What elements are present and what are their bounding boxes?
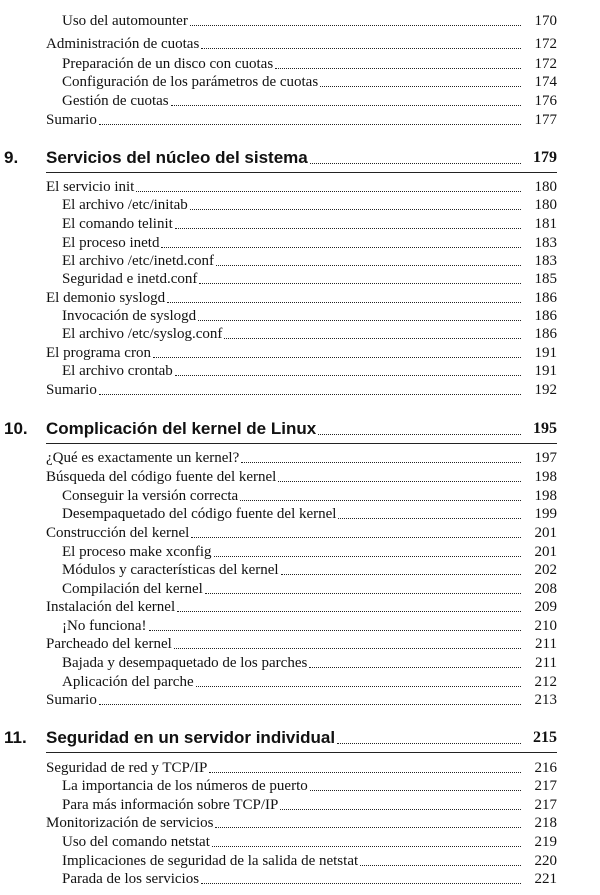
entry-title: Invocación de syslogd [62, 308, 197, 324]
page-number: 211 [535, 655, 557, 671]
entry-title: Configuración de los parámetros de cuotas [62, 74, 319, 90]
page-number: 213 [534, 692, 557, 708]
toc-entry-title-group [0, 270, 523, 288]
entry-title: El archivo /etc/syslog.conf [62, 326, 223, 342]
dot-leader [215, 827, 521, 828]
entry-title: Implicaciones de seguridad de la salida de netstat [62, 853, 359, 869]
dot-leader [214, 556, 521, 557]
entry-title: Seguridad de red y TCP/IP [46, 760, 208, 776]
toc-entry [0, 344, 600, 362]
entry-title: Uso del automounter [62, 13, 188, 29]
dot-leader [309, 667, 521, 668]
page-number: 202 [534, 562, 557, 578]
page-number: 198 [534, 469, 557, 485]
dot-leader [190, 25, 521, 26]
toc-entry-title-group [0, 654, 523, 672]
entry-title: El demonio syslogd [46, 290, 166, 306]
dot-leader [171, 105, 521, 106]
toc-entry [0, 92, 600, 110]
dot-leader [191, 537, 521, 538]
entry-title: Bajada y desempaquetado de los parches [62, 655, 308, 671]
page-number: 192 [534, 382, 557, 398]
toc-entry [0, 289, 600, 307]
toc-entry-title-group [0, 449, 523, 467]
toc-entry [0, 598, 600, 616]
entry-title: Módulos y características del kernel [62, 562, 279, 578]
page-number: 197 [534, 450, 557, 466]
dot-leader [196, 686, 521, 687]
dot-leader [209, 772, 521, 773]
chapter-title: Servicios del núcleo del sistema [46, 148, 308, 167]
toc-entry [0, 252, 600, 270]
dot-leader [337, 743, 521, 744]
toc-entry [0, 449, 600, 467]
dot-leader [99, 124, 521, 125]
toc-entry-title-group [0, 35, 523, 53]
entry-title: El comando telinit [62, 216, 173, 232]
toc-entry [0, 381, 600, 399]
dot-leader [281, 574, 521, 575]
page-number: 186 [534, 308, 557, 324]
entry-title: Para más información sobre TCP/IP [62, 797, 279, 813]
toc-entry [0, 270, 600, 288]
entry-title: El archivo /etc/inetd.conf [62, 253, 215, 269]
toc-entry [0, 487, 600, 505]
toc-entry-title-group [0, 524, 523, 542]
entry-title: Sumario [46, 382, 97, 398]
toc-entry [0, 654, 600, 672]
entry-title: Búsqueda del código fuente del kernel [46, 469, 277, 485]
page-number: 210 [534, 618, 557, 634]
toc-entry-title-group [0, 487, 523, 505]
dot-leader [167, 302, 521, 303]
entry-title: Instalación del kernel [46, 599, 176, 615]
page-number: 172 [534, 56, 557, 72]
toc-entry [0, 234, 600, 252]
toc-entry-title-group [0, 617, 523, 635]
toc-chapter-heading [0, 727, 600, 748]
chapter-rule [46, 752, 557, 753]
chapter-number: 10. [4, 419, 28, 438]
page-number: 211 [535, 636, 557, 652]
dot-leader [198, 320, 521, 321]
page-number: 208 [534, 581, 557, 597]
toc-entry [0, 12, 600, 30]
page-number: 201 [534, 525, 557, 541]
page-number: 180 [534, 179, 557, 195]
toc-entry-title-group [0, 344, 523, 362]
toc-entry [0, 178, 600, 196]
dot-leader [99, 394, 521, 395]
page-number: 215 [533, 729, 557, 746]
toc-entry-title-group [0, 814, 523, 832]
toc-entry-title-group [0, 833, 523, 851]
toc-entry-title-group [0, 92, 523, 110]
dot-leader [278, 481, 521, 482]
dot-leader [241, 462, 521, 463]
dot-leader [216, 265, 521, 266]
toc-entry-title-group [0, 561, 523, 579]
dot-leader [201, 48, 521, 49]
entry-title: El proceso make xconfig [62, 544, 212, 560]
page-number: 220 [534, 853, 557, 869]
toc-entry-title-group [0, 673, 523, 691]
toc-entry [0, 325, 600, 343]
entry-title: Administración de cuotas [46, 36, 200, 52]
toc-entry [0, 215, 600, 233]
dot-leader [199, 283, 521, 284]
dot-leader [320, 86, 521, 87]
page-number: 174 [534, 74, 557, 90]
toc-entry [0, 505, 600, 523]
entry-title: Parcheado del kernel [46, 636, 172, 652]
toc-entry-title-group [0, 852, 523, 870]
toc-entry [0, 635, 600, 653]
dot-leader [175, 228, 521, 229]
entry-title: ¡No funciona! [62, 618, 147, 634]
page-number: 191 [534, 363, 557, 379]
dot-leader [201, 883, 521, 884]
toc-entry-title-group [46, 418, 523, 439]
toc-entry-title-group [0, 543, 523, 561]
toc-entry [0, 852, 600, 870]
toc-entry-title-group [0, 307, 523, 325]
dot-leader [310, 790, 521, 791]
entry-title: Seguridad e inetd.conf [62, 271, 198, 287]
entry-title: Sumario [46, 692, 97, 708]
toc-entry-title-group [0, 796, 523, 814]
toc-entry [0, 307, 600, 325]
page-number: 177 [534, 112, 557, 128]
toc-entry [0, 814, 600, 832]
dot-leader [177, 611, 521, 612]
toc-entry-title-group [0, 598, 523, 616]
page-number: 217 [534, 778, 557, 794]
toc-entry-title-group [0, 691, 523, 709]
toc-entry-title-group [0, 111, 523, 129]
toc-entry [0, 870, 600, 888]
entry-title: La importancia de los números de puerto [62, 778, 308, 794]
dot-leader [175, 375, 521, 376]
entry-title: El archivo /etc/initab [62, 197, 188, 213]
page-number: 191 [534, 345, 557, 361]
toc-entry [0, 580, 600, 598]
page-number: 195 [533, 420, 557, 437]
dot-leader [310, 163, 521, 164]
chapter-number: 11. [4, 728, 27, 747]
page-number: 181 [534, 216, 557, 232]
dot-leader [190, 209, 521, 210]
page-number: 201 [534, 544, 557, 560]
toc-entry [0, 543, 600, 561]
dot-leader [205, 593, 521, 594]
page-number: 199 [534, 506, 557, 522]
toc-entry-title-group [0, 505, 523, 523]
entry-title: Preparación de un disco con cuotas [62, 56, 274, 72]
toc-entry [0, 777, 600, 795]
chapter-number: 9. [4, 148, 19, 167]
dot-leader [280, 809, 521, 810]
entry-title: Conseguir la versión correcta [62, 488, 239, 504]
dot-leader [161, 247, 521, 248]
page-number: 217 [534, 797, 557, 813]
toc-entry [0, 73, 600, 91]
toc-entry-title-group [0, 178, 523, 196]
chapter-rule [46, 443, 557, 444]
entry-title: El servicio init [46, 179, 135, 195]
dot-leader [136, 191, 521, 192]
page-number: 170 [534, 13, 557, 29]
dot-leader [99, 704, 521, 705]
dot-leader [149, 630, 521, 631]
toc-entry-title-group [0, 234, 523, 252]
dot-leader [153, 357, 521, 358]
toc-entry-title-group [0, 362, 523, 380]
toc-entry [0, 111, 600, 129]
toc-entry [0, 524, 600, 542]
entry-title: Monitorización de servicios [46, 815, 214, 831]
toc-entry-title-group [46, 147, 523, 168]
toc-entry-title-group [0, 635, 523, 653]
page-number: 183 [534, 253, 557, 269]
toc-entry-title-group [0, 580, 523, 598]
page-number: 179 [533, 149, 557, 166]
page-number: 172 [534, 36, 557, 52]
toc-entry-title-group [0, 468, 523, 486]
toc-entry [0, 35, 600, 53]
toc-entry-title-group [0, 73, 523, 91]
toc-entry-title-group [0, 55, 523, 73]
page-number: 185 [534, 271, 557, 287]
toc-entry-title-group [0, 196, 523, 214]
toc-entry [0, 362, 600, 380]
entry-title: Sumario [46, 112, 97, 128]
toc-entry [0, 691, 600, 709]
entry-title: Parada de los servicios [62, 871, 200, 887]
toc-entry [0, 468, 600, 486]
toc-entry [0, 55, 600, 73]
dot-leader [240, 500, 521, 501]
entry-title: El proceso inetd [62, 235, 160, 251]
toc-chapter-heading [0, 147, 600, 168]
toc-entry-title-group [0, 12, 523, 30]
entry-title: El programa cron [46, 345, 151, 361]
entry-title: Construcción del kernel [46, 525, 190, 541]
toc-entry-title-group [0, 215, 523, 233]
page-number: 212 [534, 674, 557, 690]
page-number: 176 [534, 93, 557, 109]
entry-title: El archivo crontab [62, 363, 173, 379]
toc-entry [0, 673, 600, 691]
page-number: 186 [534, 326, 557, 342]
page-number: 180 [534, 197, 557, 213]
entry-title: Aplicación del parche [62, 674, 194, 690]
page-number: 216 [534, 760, 557, 776]
entry-title: ¿Qué es exactamente un kernel? [46, 450, 240, 466]
toc-entry-title-group [0, 289, 523, 307]
dot-leader [318, 434, 521, 435]
toc-entry-title-group [0, 870, 523, 888]
dot-leader [212, 846, 521, 847]
page-number: 209 [534, 599, 557, 615]
chapter-rule [46, 172, 557, 173]
dot-leader [338, 518, 521, 519]
toc-entry [0, 833, 600, 851]
dot-leader [174, 648, 521, 649]
toc-entry [0, 561, 600, 579]
dot-leader [224, 338, 521, 339]
page-number: 219 [534, 834, 557, 850]
entry-title: Gestión de cuotas [62, 93, 169, 109]
dot-leader [360, 865, 521, 866]
toc-entry [0, 759, 600, 777]
page-number: 218 [534, 815, 557, 831]
toc-entry-title-group [0, 759, 523, 777]
toc-entry-title-group [0, 381, 523, 399]
chapter-title: Complicación del kernel de Linux [46, 419, 317, 438]
chapter-title: Seguridad en un servidor individual [46, 728, 336, 747]
page-number: 186 [534, 290, 557, 306]
entry-title: Desempaquetado del código fuente del kernel [62, 506, 337, 522]
page-number: 221 [534, 871, 557, 887]
toc-entry [0, 196, 600, 214]
entry-title: Uso del comando netstat [62, 834, 210, 850]
page-number: 198 [534, 488, 557, 504]
dot-leader [275, 68, 521, 69]
toc-entry [0, 617, 600, 635]
toc-chapter-heading [0, 418, 600, 439]
toc-entry [0, 796, 600, 814]
entry-title: Compilación del kernel [62, 581, 203, 597]
toc-entry-title-group [0, 252, 523, 270]
toc-entry-title-group [46, 727, 523, 748]
toc-entry-title-group [0, 325, 523, 343]
toc-entry-title-group [0, 777, 523, 795]
page-number: 183 [534, 235, 557, 251]
